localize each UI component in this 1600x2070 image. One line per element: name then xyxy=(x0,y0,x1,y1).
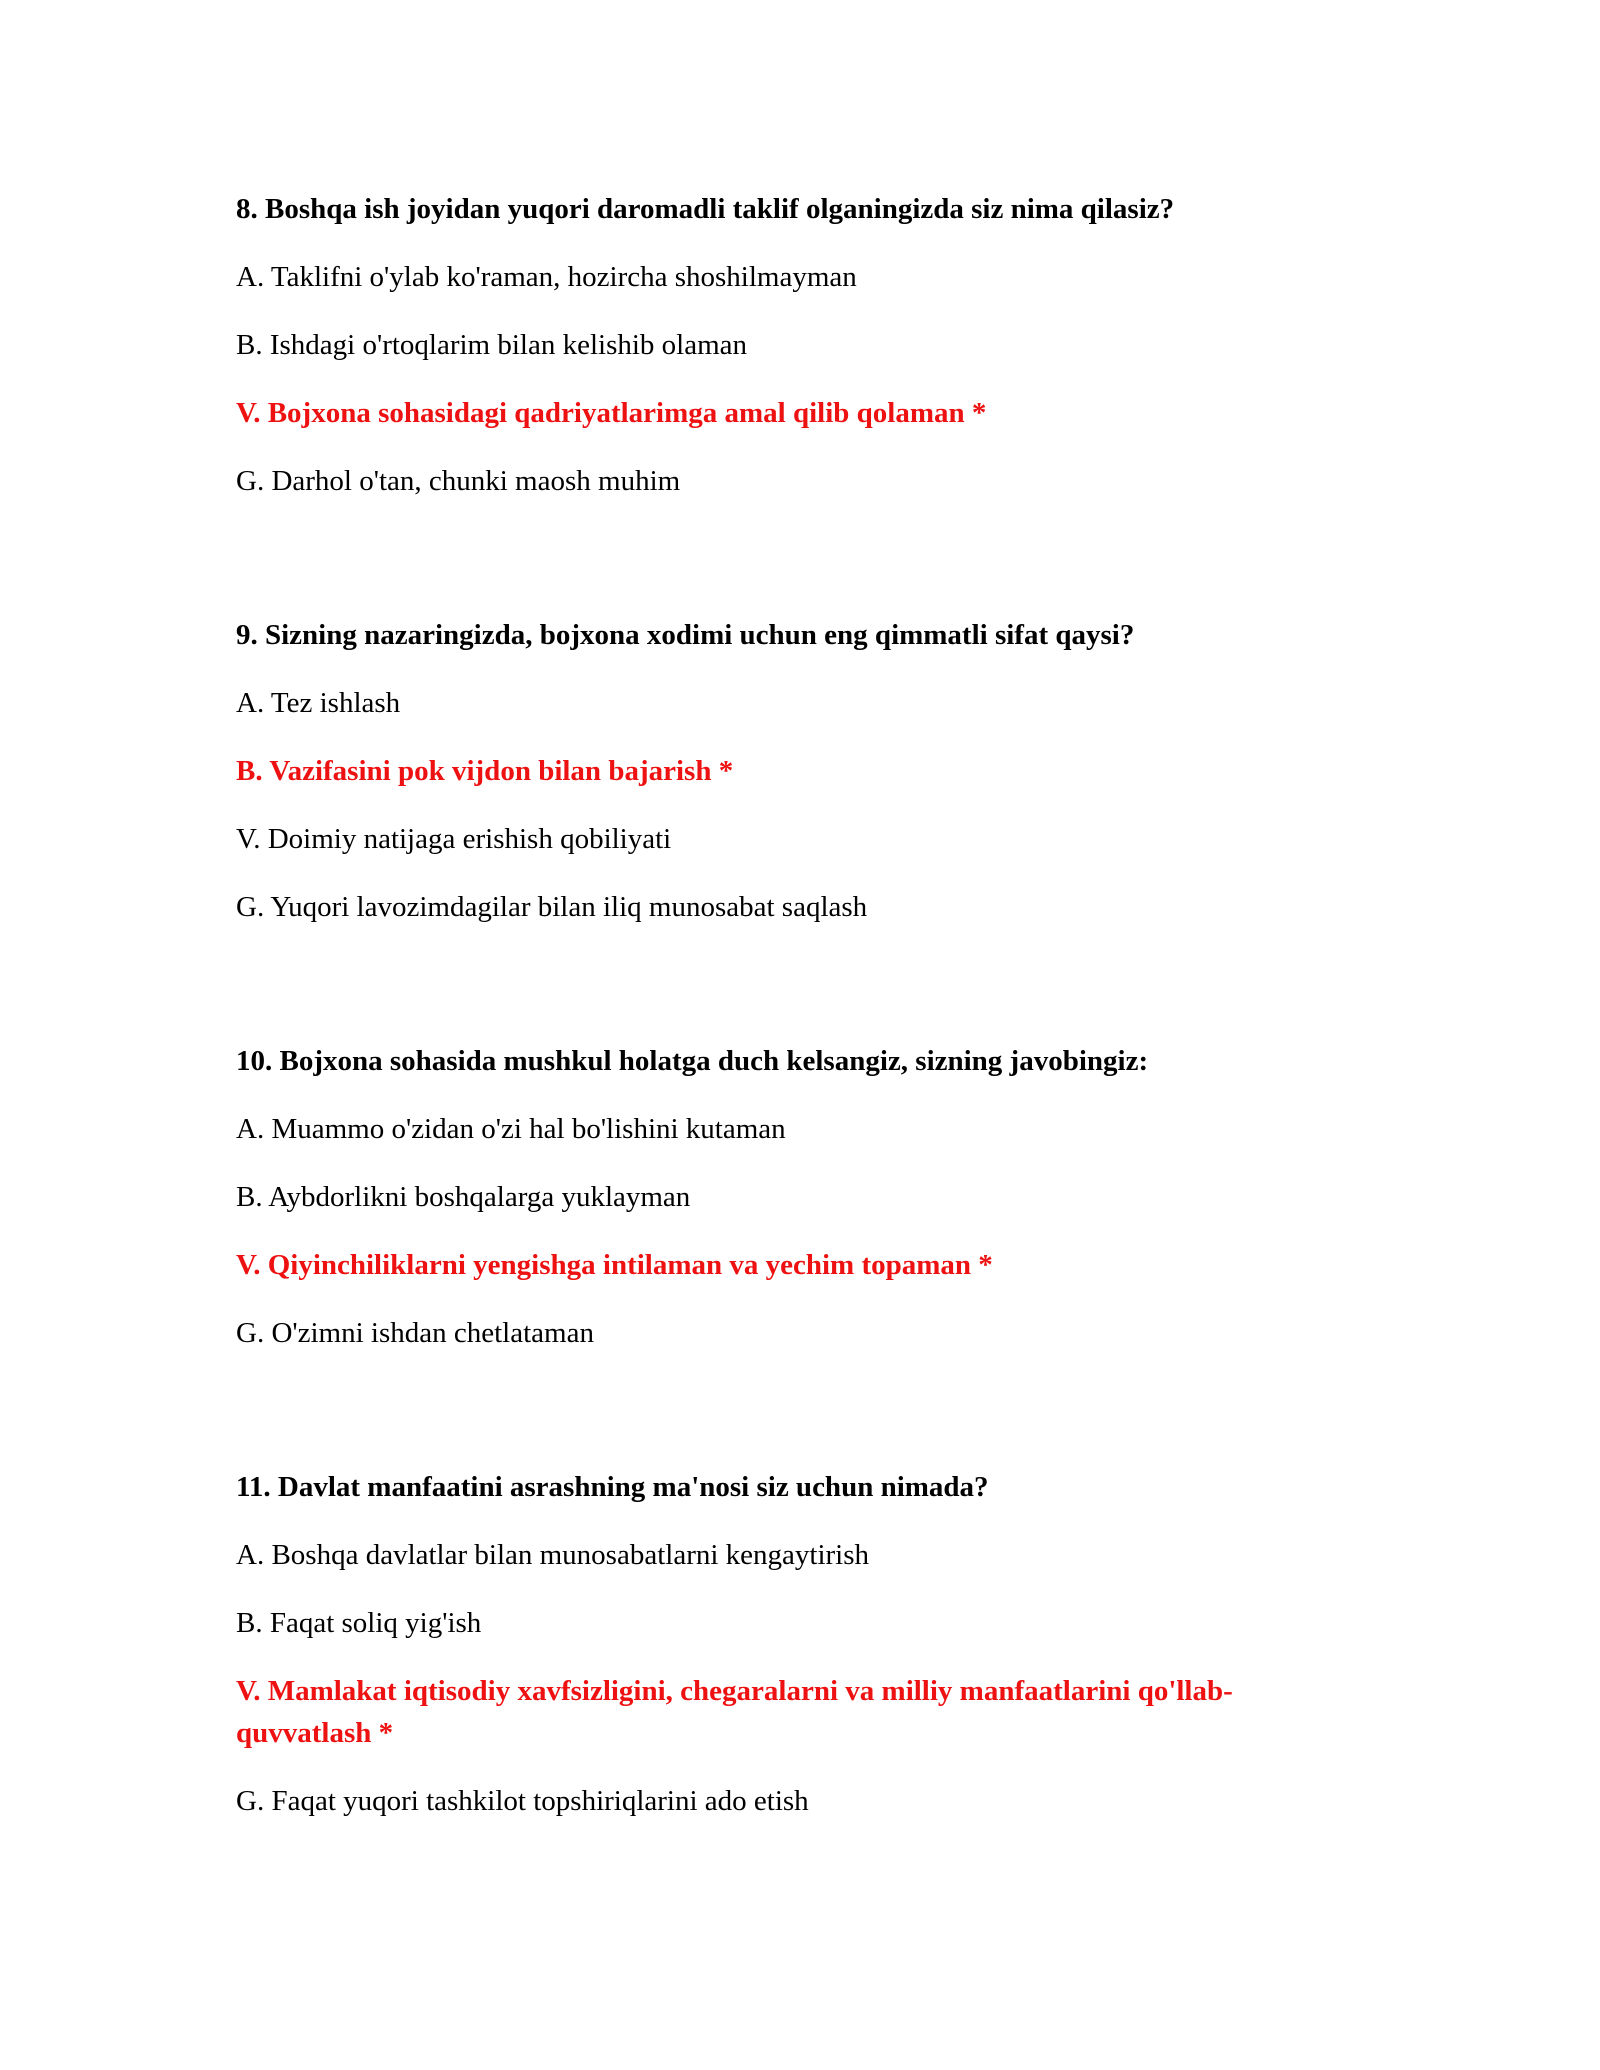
correct-answer-option-v: V. Mamlakat iqtisodiy xavfsizligini, chegaralarni va milliy manfaatlarini qo'llab-quvvatlash * xyxy=(236,1675,1233,1749)
correct-answer-option-v: V. Bojxona sohasidagi qadriyatlarimga amal qilib qolaman * xyxy=(236,397,987,429)
question-block-8 xyxy=(236,188,1366,502)
quiz-content xyxy=(236,188,1366,1822)
answer-option-a: A. Boshqa davlatlar bilan munosabatlarni kengaytirish xyxy=(236,1539,870,1571)
answer-option-a: A. Taklifni o'ylab ko'raman, hozircha shoshilmayman xyxy=(236,261,857,293)
question-block-9 xyxy=(236,614,1366,928)
question-block-10 xyxy=(236,1040,1366,1354)
question-title: 10. Bojxona sohasida mushkul holatga duch kelsangiz, sizning javobingiz: xyxy=(236,1045,1149,1077)
question-title: 11. Davlat manfaatini asrashning ma'nosi siz uchun nimada? xyxy=(236,1471,989,1503)
answer-option-v: V. Doimiy natijaga erishish qobiliyati xyxy=(236,823,672,855)
answer-option-g: G. O'zimni ishdan chetlataman xyxy=(236,1317,594,1349)
answer-option-a: A. Muammo o'zidan o'zi hal bo'lishini kutaman xyxy=(236,1113,786,1145)
answer-option-b: B. Ishdagi o'rtoqlarim bilan kelishib olaman xyxy=(236,329,748,361)
answer-option-b: B. Aybdorlikni boshqalarga yuklayman xyxy=(236,1181,691,1213)
correct-answer-option-b: B. Vazifasini pok vijdon bilan bajarish * xyxy=(236,755,734,787)
answer-option-a: A. Tez ishlash xyxy=(236,687,401,719)
correct-answer-option-v: V. Qiyinchiliklarni yengishga intilaman va yechim topaman * xyxy=(236,1249,993,1281)
answer-option-b: B. Faqat soliq yig'ish xyxy=(236,1607,482,1639)
question-block-11 xyxy=(236,1466,1366,1822)
answer-option-g: G. Faqat yuqori tashkilot topshiriqlarini ado etish xyxy=(236,1785,809,1817)
answer-option-g: G. Darhol o'tan, chunki maosh muhim xyxy=(236,465,681,497)
answer-option-g: G. Yuqori lavozimdagilar bilan iliq munosabat saqlash xyxy=(236,891,868,923)
question-title: 8. Boshqa ish joyidan yuqori daromadli taklif olganingizda siz nima qilasiz? xyxy=(236,193,1175,225)
question-title: 9. Sizning nazaringizda, bojxona xodimi uchun eng qimmatli sifat qaysi? xyxy=(236,619,1135,651)
